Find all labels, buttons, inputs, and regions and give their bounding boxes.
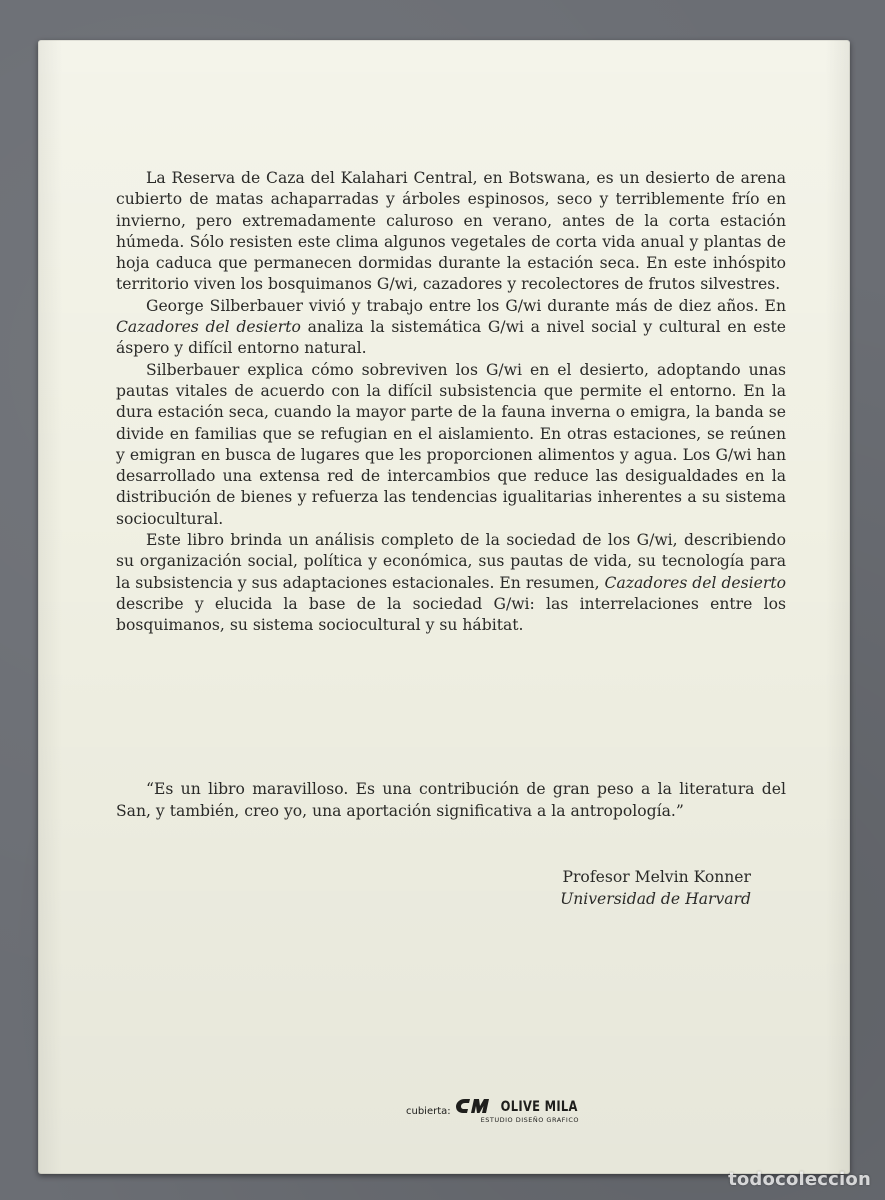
review-quote: “Es un libro maravilloso. Es una contribución de gran peso a la literatura del San, y también, creo yo, una aportación significativa a la antropología.”	[116, 780, 786, 820]
book-title-italic: Cazadores del desierto	[604, 573, 786, 592]
signature-name: Profesor Melvin Konner	[562, 868, 751, 886]
watermark: todocoleccion	[728, 1169, 871, 1190]
paragraph-2-start: George Silberbauer vivió y trabajo entre los G/wi durante más de diez años. En	[146, 296, 786, 315]
book-title-italic: Cazadores del desierto	[116, 318, 301, 337]
signature-affiliation: Universidad de Harvard	[560, 890, 751, 908]
paragraph-3: Silberbauer explica cómo sobreviven los G/wi en el desierto, adoptando unas pautas vitales de acuerdo con la difícil subsistencia que permite el entorno. En la dura estación seca, cuando la mayor parte de la fauna inverna o emigra, la banda se divide en familias que se refugian en el aislamiento. En otras estaciones, se reúnen y emigran en busca de lugares que les proporcionen alimentos y agua. Los G/wi han desarrollado una extensa red de intercambios que reduce las desigualdades en la distribución de bienes y refuerza las tendencias igualitarias inherentes a su sistema sociocultural.	[116, 360, 786, 528]
paragraph-2	[116, 296, 786, 360]
paragraph-1: La Reserva de Caza del Kalahari Central, en Botswana, es un desierto de arena cubierto de matas achaparradas y árboles espinosos, seco y terriblemente frío en invierno, pero extremadamente caluroso en verano, antes de la corta estación húmeda. Sólo resisten este clima algunos vegetales de corta vida anual y plantas de hoja caduca que permanecen dormidas durante la estación seca. En este inhóspito territorio viven los bosquimanos G/wi, cazadores y recolectores de frutos silvestres.	[116, 169, 786, 294]
studio-logo	[455, 1097, 579, 1124]
studio-name: OLIVE MILA	[500, 1097, 578, 1115]
paragraph-4-end: describe y elucida la base de la sociedad G/wi: las interrelaciones entre los bosquimanos, su sistema sociocultural y su hábitat.	[116, 594, 786, 635]
paragraph-4	[116, 530, 786, 636]
cover-credit-label: cubierta:	[406, 1106, 451, 1117]
synopsis-text	[116, 168, 786, 637]
paragraph-4-start: Este libro brinda un análisis completo de la sociedad de los G/wi, describiendo su organización social, política y económica, sus pautas de vida, su tecnología para la subsistencia y sus adaptaciones estacionales. En resumen,	[116, 531, 786, 592]
book-back-cover	[38, 40, 850, 1174]
om-logo-icon	[455, 1097, 497, 1115]
quote-signature	[560, 866, 751, 910]
paragraph-2-end: analiza la sistemática G/wi a nivel social y cultural en este áspero y difícil entorno natural.	[116, 318, 786, 358]
cover-credit	[406, 1097, 579, 1124]
studio-subtitle: ESTUDIO DISEÑO GRAFICO	[480, 1116, 579, 1124]
